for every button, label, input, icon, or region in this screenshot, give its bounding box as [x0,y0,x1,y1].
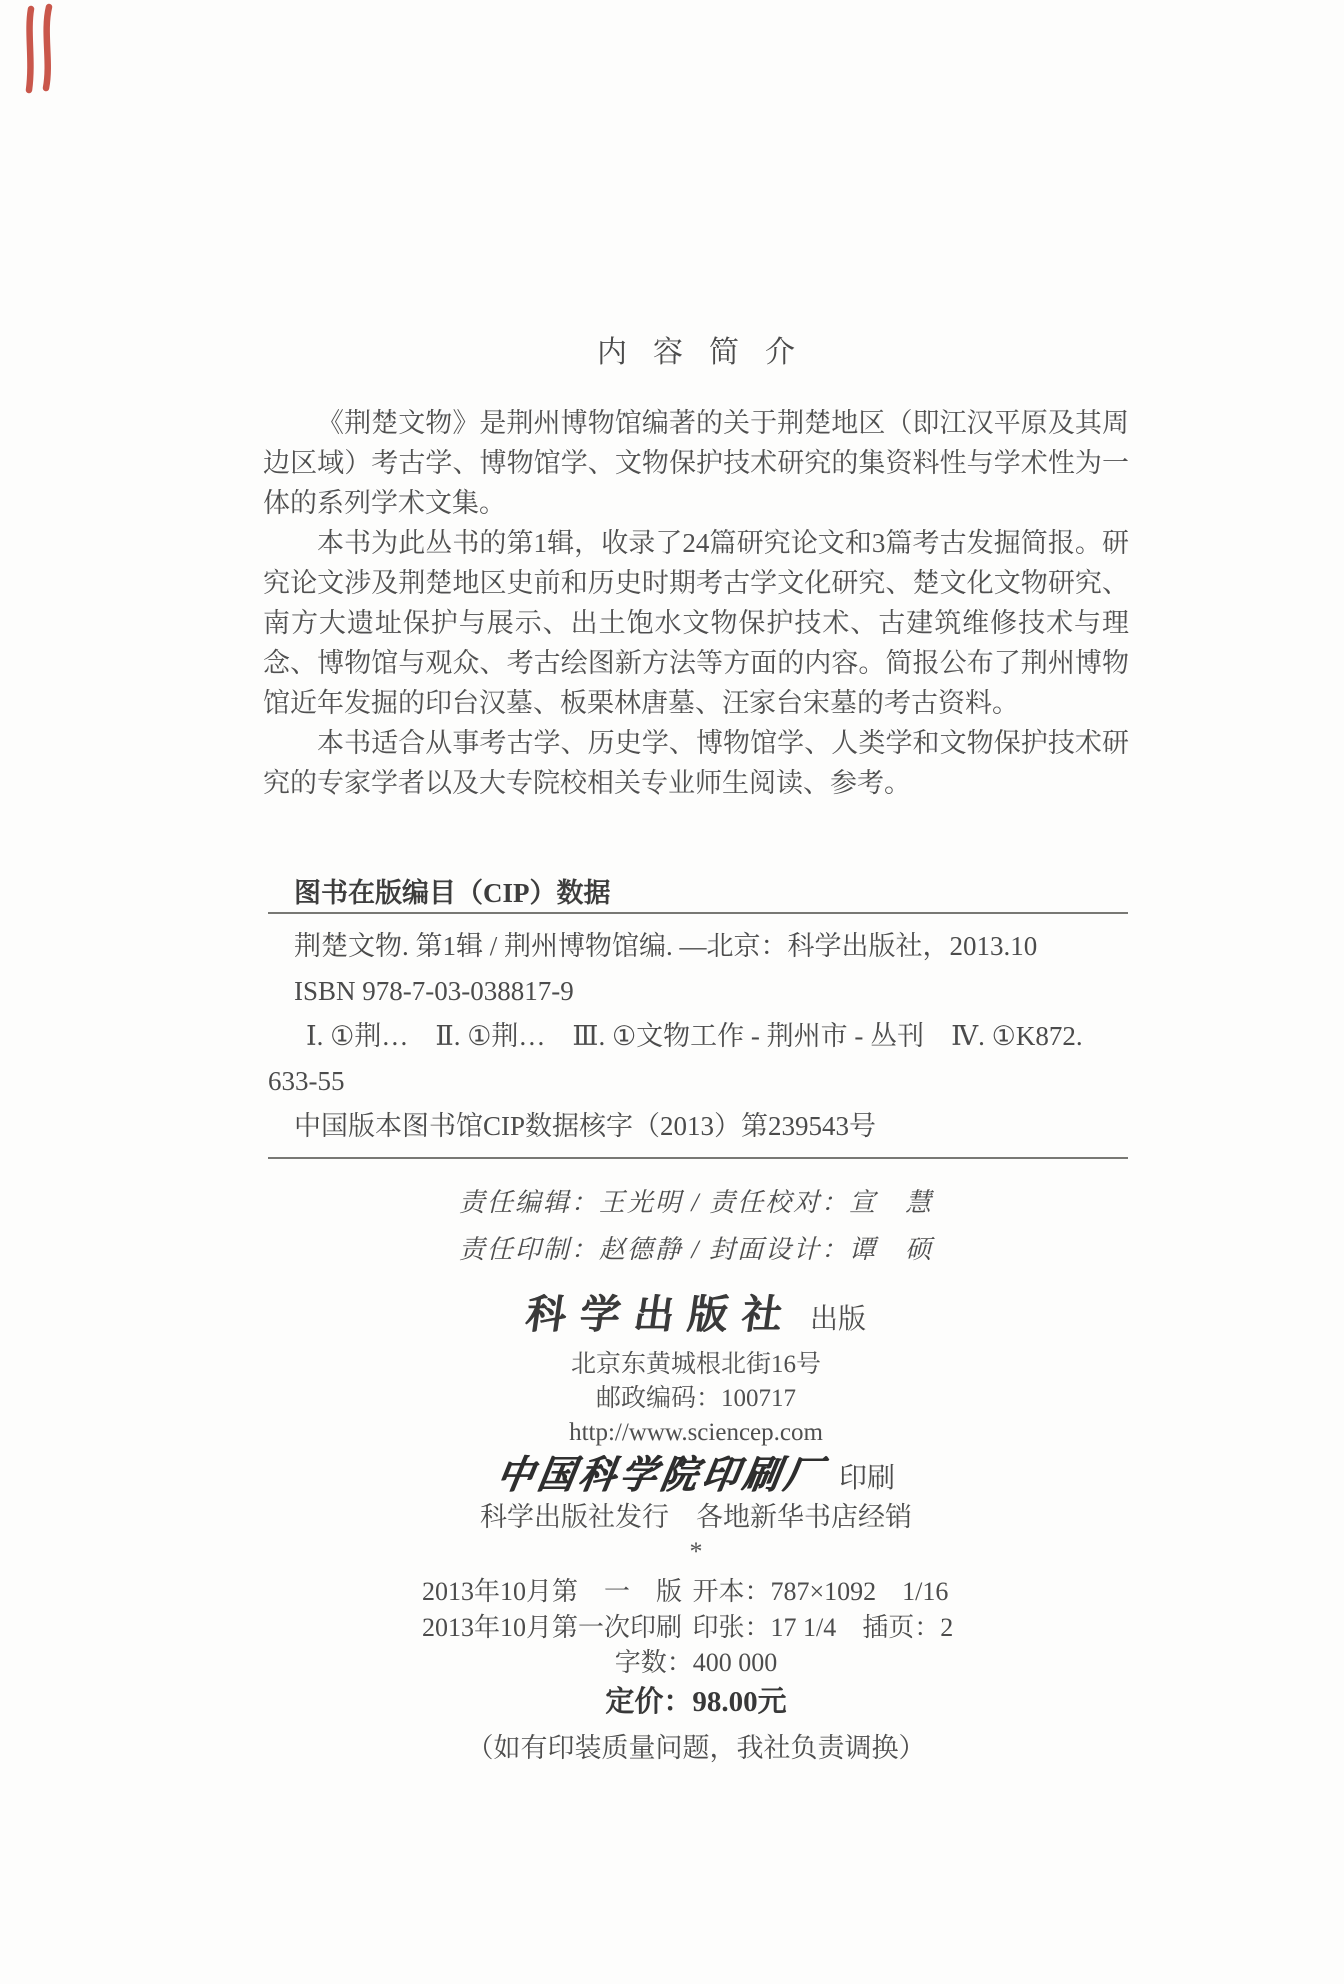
cip-header: 图书在版编目（CIP）数据 [294,878,611,908]
cip-classification-line: Ⅰ. ①荆… Ⅱ. ①荆… Ⅲ. ①文物工作 - 荆州市 - 丛刊 Ⅳ. ①K872. [306,1021,1083,1051]
cip-classification-continued: 633-55 [268,1066,345,1096]
edition-date: 2013年10月第 一 版 [422,1577,683,1606]
divider-line [268,912,1128,914]
divider-line [268,1157,1128,1159]
publisher-suffix-label: 出版 [809,1304,866,1335]
printing-date: 2013年10月第一次印刷 [422,1613,683,1642]
word-count: 字数：400 000 [614,1648,778,1677]
quality-exchange-note: （如有印装质量问题，我社负责调换） [466,1733,926,1763]
intro-section [263,403,1129,803]
edition-row-2 [422,1608,982,1648]
intro-paragraph: 本书适合从事考古学、历史学、博物馆学、人类学和文物保护技术研究的专家学者以及大专院校相关专业师生阅读、参考。 [263,728,1129,798]
format-spec: 开本：787×1092 1/16 [692,1577,949,1606]
cip-bibliographic-line: 荆楚文物. 第1辑 / 荆州博物馆编. —北京：科学出版社，2013.10 [294,931,1038,961]
science-press-calligraphy-logo: 科学出版社 [522,1292,800,1337]
page-title: 内容简介 [597,336,821,369]
price: 定价：98.00元 [605,1686,787,1718]
distribution-line: 科学出版社发行 各地新华书店经销 [480,1502,912,1532]
asterisk-separator: * [689,1537,703,1566]
intro-paragraph: 《荆楚文物》是荆州博物馆编著的关于荆楚地区（即江汉平原及其周边区域）考古学、博物馆学、文物保护技术研究的集资料性与学术性为一体的系列学术文集。 [263,408,1129,518]
intro-paragraph: 本书为此丛书的第1辑，收录了24篇研究论文和3篇考古发掘简报。研究论文涉及荆楚地区史前和历史时期考古学文化研究、楚文化文物研究、南方大遗址保护与展示、出土饱水文物保护技术、古建筑维修技术与理念、博物馆与观众、考古绘图新方法等方面的内容。简报公布了荆州博物馆近年发掘的印台汉墓、板栗林唐墓、汪家台宋墓的考古资料。 [263,528,1129,718]
edition-row-1 [422,1572,982,1612]
publisher-postcode: 邮政编码：100717 [595,1385,796,1412]
red-pen-mark [22,2,62,97]
publisher-url: http://www.sciencep.com [569,1419,823,1446]
publisher-address: 北京东黄城根北街16号 [570,1351,821,1378]
cip-lines [268,924,1128,1149]
staff-credits-editors: 责任编辑：王光明 / 责任校对：宣 慧 [458,1188,934,1217]
staff-credits-printing: 责任印制：赵德静 / 封面设计：谭 硕 [458,1235,934,1264]
printer-calligraphy-logo: 中国科学院印刷厂 [493,1453,829,1497]
publisher-line [263,1288,1129,1351]
cip-block [268,876,1128,1159]
sheets-spec: 印张：17 1/4 插页：2 [692,1613,954,1642]
cip-isbn: ISBN 978-7-03-038817-9 [294,976,574,1006]
cip-record-number: 中国版本图书馆CIP数据核字（2013）第239543号 [294,1111,877,1141]
printer-suffix-label: 印刷 [839,1463,896,1494]
